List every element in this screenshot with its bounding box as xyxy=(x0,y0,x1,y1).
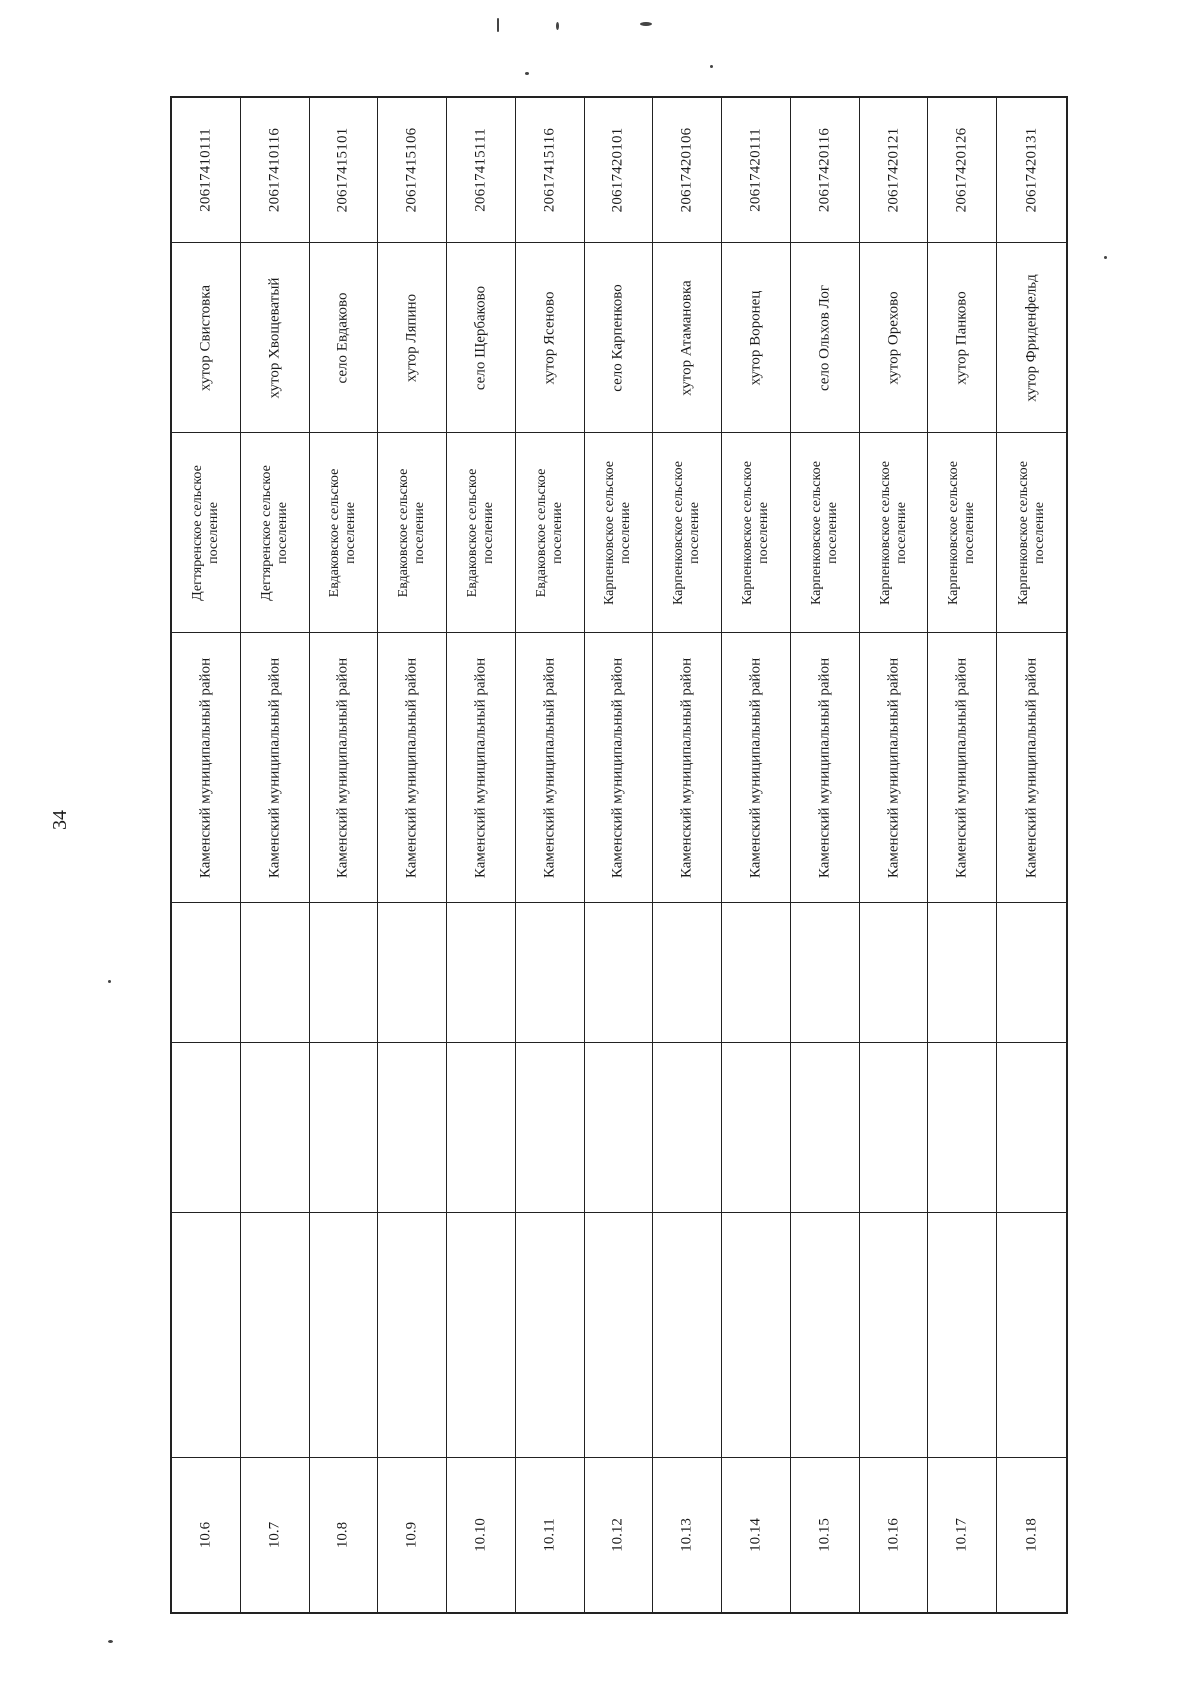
scan-artifact xyxy=(710,65,713,68)
cell-empty xyxy=(516,1213,584,1458)
cell-empty xyxy=(585,1043,653,1213)
cell-oktmo-code-text: 20617420126 xyxy=(953,127,970,213)
cell-empty xyxy=(516,903,584,1043)
cell-empty xyxy=(310,903,378,1043)
cell-district-text: Каменский муниципальный район xyxy=(541,657,558,878)
cell-row-number xyxy=(653,1458,721,1612)
cell-settlement-text: Карпенковское сельское поселение xyxy=(602,460,634,605)
cell-district-text: Каменский муниципальный район xyxy=(609,657,626,878)
cell-oktmo-code-text: 20617420121 xyxy=(885,127,902,213)
cell-settlement xyxy=(791,433,859,633)
cell-settlement-text: Карпенковское сельское поселение xyxy=(1015,460,1047,605)
cell-settlement xyxy=(172,433,240,633)
cell-oktmo-code xyxy=(378,98,446,243)
cell-district xyxy=(378,633,446,903)
table-row xyxy=(310,98,379,1612)
cell-empty xyxy=(241,1043,309,1213)
cell-row-number-text: 10.12 xyxy=(609,1518,626,1552)
cell-locality-text: хутор Ясеново xyxy=(541,290,558,385)
cell-locality xyxy=(860,243,928,433)
cell-locality-text: хутор Орехово xyxy=(885,290,902,385)
cell-settlement-text: Евдаковское сельское поселение xyxy=(464,468,496,597)
cell-district xyxy=(653,633,721,903)
cell-row-number-text: 10.11 xyxy=(541,1518,558,1552)
cell-oktmo-code-text: 20617420111 xyxy=(747,128,764,212)
cell-empty xyxy=(378,903,446,1043)
cell-settlement xyxy=(653,433,721,633)
cell-row-number xyxy=(172,1458,240,1612)
table-row xyxy=(172,98,241,1612)
scan-artifact xyxy=(556,22,559,30)
cell-locality xyxy=(447,243,515,433)
cell-oktmo-code-text: 20617420131 xyxy=(1023,127,1040,213)
cell-settlement xyxy=(928,433,996,633)
cell-district xyxy=(585,633,653,903)
cell-settlement-text: Карпенковское сельское поселение xyxy=(740,460,772,605)
table-row xyxy=(241,98,310,1612)
cell-district xyxy=(241,633,309,903)
cell-locality xyxy=(310,243,378,433)
cell-district-text: Каменский муниципальный район xyxy=(953,657,970,878)
cell-empty xyxy=(722,903,790,1043)
cell-empty xyxy=(585,903,653,1043)
cell-settlement xyxy=(447,433,515,633)
cell-district-text: Каменский муниципальный район xyxy=(334,657,351,878)
cell-row-number xyxy=(585,1458,653,1612)
cell-locality-text: хутор Воронец xyxy=(747,290,764,385)
cell-row-number xyxy=(860,1458,928,1612)
table-row xyxy=(928,98,997,1612)
cell-empty xyxy=(653,1043,721,1213)
cell-empty xyxy=(791,1043,859,1213)
cell-district-text: Каменский муниципальный район xyxy=(816,657,833,878)
cell-oktmo-code xyxy=(722,98,790,243)
cell-empty xyxy=(310,1213,378,1458)
cell-settlement xyxy=(516,433,584,633)
cell-oktmo-code xyxy=(585,98,653,243)
cell-district-text: Каменский муниципальный район xyxy=(403,657,420,878)
cell-empty xyxy=(928,1213,996,1458)
cell-district-text: Каменский муниципальный район xyxy=(885,657,902,878)
cell-empty xyxy=(860,1043,928,1213)
cell-row-number xyxy=(378,1458,446,1612)
cell-settlement-text: Евдаковское сельское поселение xyxy=(533,468,565,597)
cell-district-text: Каменский муниципальный район xyxy=(1023,657,1040,878)
cell-settlement xyxy=(997,433,1066,633)
scan-artifact xyxy=(640,22,652,26)
scan-artifact xyxy=(108,1640,113,1643)
cell-district-text: Каменский муниципальный район xyxy=(472,657,489,878)
cell-settlement-text: Евдаковское сельское поселение xyxy=(327,468,359,597)
cell-district-text: Каменский муниципальный район xyxy=(747,657,764,878)
cell-oktmo-code xyxy=(516,98,584,243)
cell-empty xyxy=(172,903,240,1043)
cell-row-number-text: 10.15 xyxy=(816,1518,833,1552)
cell-settlement-text: Евдаковское сельское поселение xyxy=(396,468,428,597)
cell-locality xyxy=(791,243,859,433)
cell-empty xyxy=(241,903,309,1043)
cell-settlement-text: Дегтяренское сельское поселение xyxy=(189,464,221,601)
cell-row-number xyxy=(516,1458,584,1612)
cell-oktmo-code xyxy=(860,98,928,243)
cell-oktmo-code xyxy=(928,98,996,243)
cell-oktmo-code xyxy=(241,98,309,243)
cell-row-number-text: 10.17 xyxy=(953,1518,970,1552)
cell-locality-text: хутор Панково xyxy=(953,290,970,385)
cell-locality-text: село Щербаково xyxy=(472,285,489,390)
cell-oktmo-code-text: 20617420101 xyxy=(609,127,626,213)
cell-locality xyxy=(997,243,1066,433)
scan-artifact xyxy=(1104,256,1107,259)
cell-oktmo-code-text: 20617410116 xyxy=(266,127,283,213)
cell-locality-text: село Ольхов Лог xyxy=(816,284,833,391)
cell-row-number xyxy=(791,1458,859,1612)
cell-oktmo-code xyxy=(447,98,515,243)
cell-settlement xyxy=(585,433,653,633)
scan-artifact xyxy=(497,18,499,32)
cell-settlement xyxy=(310,433,378,633)
cell-district xyxy=(516,633,584,903)
cell-locality-text: хутор Фриденфельд xyxy=(1023,273,1040,402)
page-number: 34 xyxy=(49,810,71,830)
cell-district xyxy=(997,633,1066,903)
cell-settlement xyxy=(241,433,309,633)
table-row xyxy=(997,98,1066,1612)
cell-district-text: Каменский муниципальный район xyxy=(197,657,214,878)
cell-empty xyxy=(172,1213,240,1458)
cell-settlement xyxy=(860,433,928,633)
cell-empty xyxy=(791,1213,859,1458)
cell-settlement xyxy=(378,433,446,633)
cell-district xyxy=(310,633,378,903)
cell-empty xyxy=(516,1043,584,1213)
cell-locality xyxy=(722,243,790,433)
cell-empty xyxy=(241,1213,309,1458)
cell-row-number-text: 10.8 xyxy=(334,1521,351,1549)
cell-settlement-text: Карпенковское сельское поселение xyxy=(671,460,703,605)
cell-locality-text: село Карпенково xyxy=(609,283,626,392)
cell-row-number xyxy=(722,1458,790,1612)
cell-row-number-text: 10.16 xyxy=(885,1518,902,1552)
cell-settlement-text: Дегтяренское сельское поселение xyxy=(258,464,290,601)
cell-empty xyxy=(928,1043,996,1213)
cell-locality xyxy=(653,243,721,433)
cell-settlement xyxy=(722,433,790,633)
cell-empty xyxy=(722,1213,790,1458)
cell-oktmo-code-text: 20617415116 xyxy=(541,127,558,213)
cell-row-number xyxy=(928,1458,996,1612)
cell-empty xyxy=(791,903,859,1043)
cell-locality-text: хутор Свистовка xyxy=(197,284,214,391)
table-row xyxy=(378,98,447,1612)
cell-oktmo-code-text: 20617415111 xyxy=(472,128,489,212)
cell-locality xyxy=(241,243,309,433)
settlements-table xyxy=(170,96,1068,1614)
cell-empty xyxy=(860,1213,928,1458)
cell-empty xyxy=(378,1043,446,1213)
scan-artifact xyxy=(108,980,111,983)
cell-district xyxy=(791,633,859,903)
cell-empty xyxy=(653,903,721,1043)
cell-empty xyxy=(653,1213,721,1458)
cell-oktmo-code-text: 20617420116 xyxy=(816,127,833,213)
cell-locality-text: хутор Ляпино xyxy=(403,293,420,382)
cell-oktmo-code-text: 20617420106 xyxy=(678,127,695,213)
cell-locality xyxy=(516,243,584,433)
table-row xyxy=(860,98,929,1612)
cell-district xyxy=(722,633,790,903)
scan-artifact xyxy=(525,72,529,75)
cell-empty xyxy=(997,1043,1066,1213)
cell-locality-text: хутор Атамановка xyxy=(678,279,695,396)
cell-district xyxy=(447,633,515,903)
cell-district xyxy=(928,633,996,903)
cell-locality xyxy=(378,243,446,433)
table-row xyxy=(791,98,860,1612)
cell-empty xyxy=(860,903,928,1043)
cell-oktmo-code xyxy=(997,98,1066,243)
cell-empty xyxy=(378,1213,446,1458)
cell-oktmo-code xyxy=(172,98,240,243)
cell-row-number xyxy=(310,1458,378,1612)
table-row xyxy=(585,98,654,1612)
cell-oktmo-code xyxy=(653,98,721,243)
cell-empty xyxy=(997,903,1066,1043)
cell-settlement-text: Карпенковское сельское поселение xyxy=(808,460,840,605)
cell-empty xyxy=(997,1213,1066,1458)
table-row xyxy=(516,98,585,1612)
cell-oktmo-code-text: 20617410111 xyxy=(197,128,214,212)
cell-empty xyxy=(447,1043,515,1213)
cell-oktmo-code-text: 20617415101 xyxy=(334,127,351,213)
cell-district xyxy=(860,633,928,903)
cell-empty xyxy=(722,1043,790,1213)
cell-row-number-text: 10.18 xyxy=(1023,1518,1040,1552)
cell-row-number xyxy=(447,1458,515,1612)
cell-empty xyxy=(585,1213,653,1458)
cell-empty xyxy=(447,1213,515,1458)
cell-row-number-text: 10.14 xyxy=(747,1518,764,1552)
cell-oktmo-code xyxy=(310,98,378,243)
cell-row-number-text: 10.7 xyxy=(266,1521,283,1549)
cell-oktmo-code xyxy=(791,98,859,243)
cell-settlement-text: Карпенковское сельское поселение xyxy=(946,460,978,605)
cell-district-text: Каменский муниципальный район xyxy=(678,657,695,878)
cell-locality xyxy=(172,243,240,433)
cell-row-number-text: 10.6 xyxy=(197,1521,214,1549)
cell-locality-text: село Евдаково xyxy=(334,292,351,383)
table-row xyxy=(722,98,791,1612)
cell-empty xyxy=(310,1043,378,1213)
cell-row-number-text: 10.10 xyxy=(472,1518,489,1552)
cell-locality xyxy=(585,243,653,433)
cell-empty xyxy=(172,1043,240,1213)
cell-row-number xyxy=(241,1458,309,1612)
cell-district-text: Каменский муниципальный район xyxy=(266,657,283,878)
cell-oktmo-code-text: 20617415106 xyxy=(403,127,420,213)
cell-row-number xyxy=(997,1458,1066,1612)
cell-empty xyxy=(928,903,996,1043)
table-row xyxy=(653,98,722,1612)
cell-locality-text: хутор Хвощеватый xyxy=(266,277,283,398)
cell-locality xyxy=(928,243,996,433)
cell-empty xyxy=(447,903,515,1043)
cell-row-number-text: 10.9 xyxy=(403,1521,420,1549)
table-row xyxy=(447,98,516,1612)
cell-district xyxy=(172,633,240,903)
cell-row-number-text: 10.13 xyxy=(678,1518,695,1552)
cell-settlement-text: Карпенковское сельское поселение xyxy=(877,460,909,605)
